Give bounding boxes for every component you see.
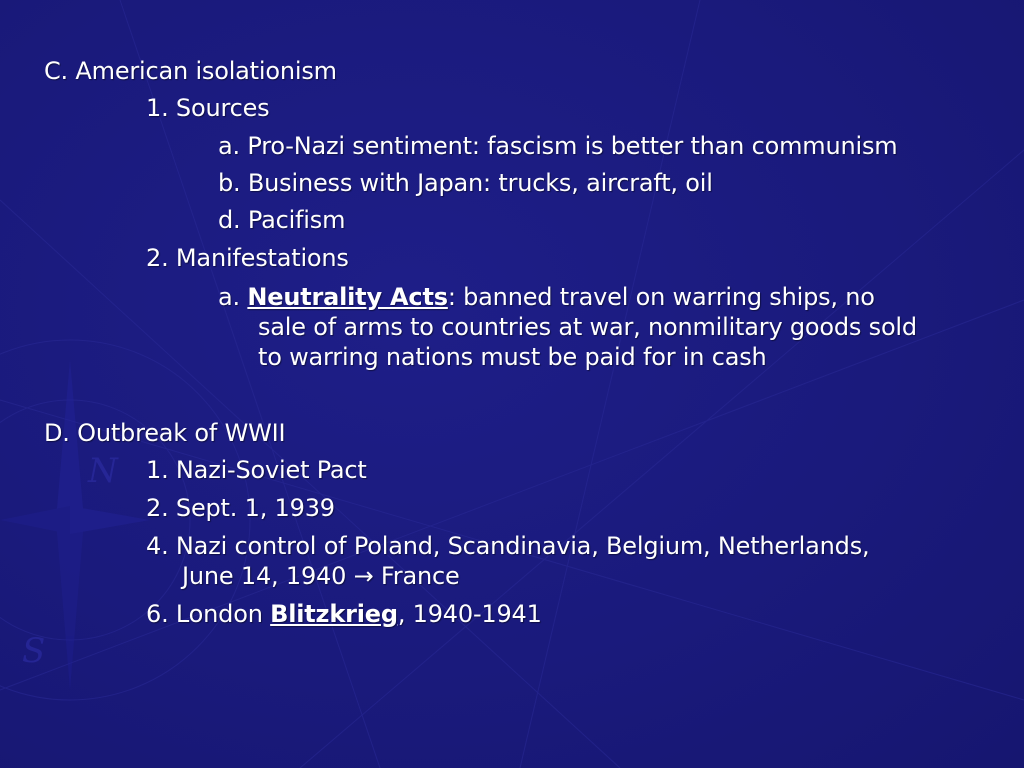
blitzkrieg-dates: , 1940-1941	[397, 600, 542, 628]
item-pacifism: d. Pacifism	[218, 206, 346, 234]
item-london-blitzkrieg	[146, 599, 542, 629]
london-prefix: 6. London	[146, 600, 271, 628]
item-pro-nazi-sentiment: a. Pro-Nazi sentiment: fascism is better than communism	[218, 132, 898, 160]
neutrality-acts-line3: to warring nations must be paid for in cash	[258, 343, 767, 371]
item-neutrality-acts	[218, 282, 917, 372]
compass-letter-s: S	[22, 631, 46, 671]
heading-american-isolationism: C. American isolationism	[44, 57, 337, 85]
item-nazi-soviet-pact: 1. Nazi-Soviet Pact	[146, 456, 367, 484]
item-manifestations: 2. Manifestations	[146, 244, 349, 272]
compass-needle-south	[56, 520, 84, 690]
neutrality-acts-line2: sale of arms to countries at war, nonmilitary goods sold	[258, 313, 917, 341]
nazi-control-line1: 4. Nazi control of Poland, Scandinavia, Belgium, Netherlands,	[146, 532, 870, 560]
neutrality-acts-link[interactable]: Neutrality Acts	[247, 283, 448, 311]
item-sources: 1. Sources	[146, 94, 270, 122]
neutrality-acts-description: : banned travel on warring ships, no	[447, 283, 875, 311]
blitzkrieg-link[interactable]: Blitzkrieg	[270, 600, 398, 628]
item-sept-1-1939: 2. Sept. 1, 1939	[146, 494, 335, 522]
item-business-with-japan: b. Business with Japan: trucks, aircraft, oil	[218, 169, 713, 197]
compass-letter-n: N	[88, 451, 118, 491]
neutrality-acts-prefix: a.	[218, 283, 248, 311]
item-nazi-control	[146, 531, 869, 591]
heading-outbreak-of-wwii: D. Outbreak of WWII	[44, 419, 286, 447]
nazi-control-line2: June 14, 1940 → France	[182, 562, 460, 590]
